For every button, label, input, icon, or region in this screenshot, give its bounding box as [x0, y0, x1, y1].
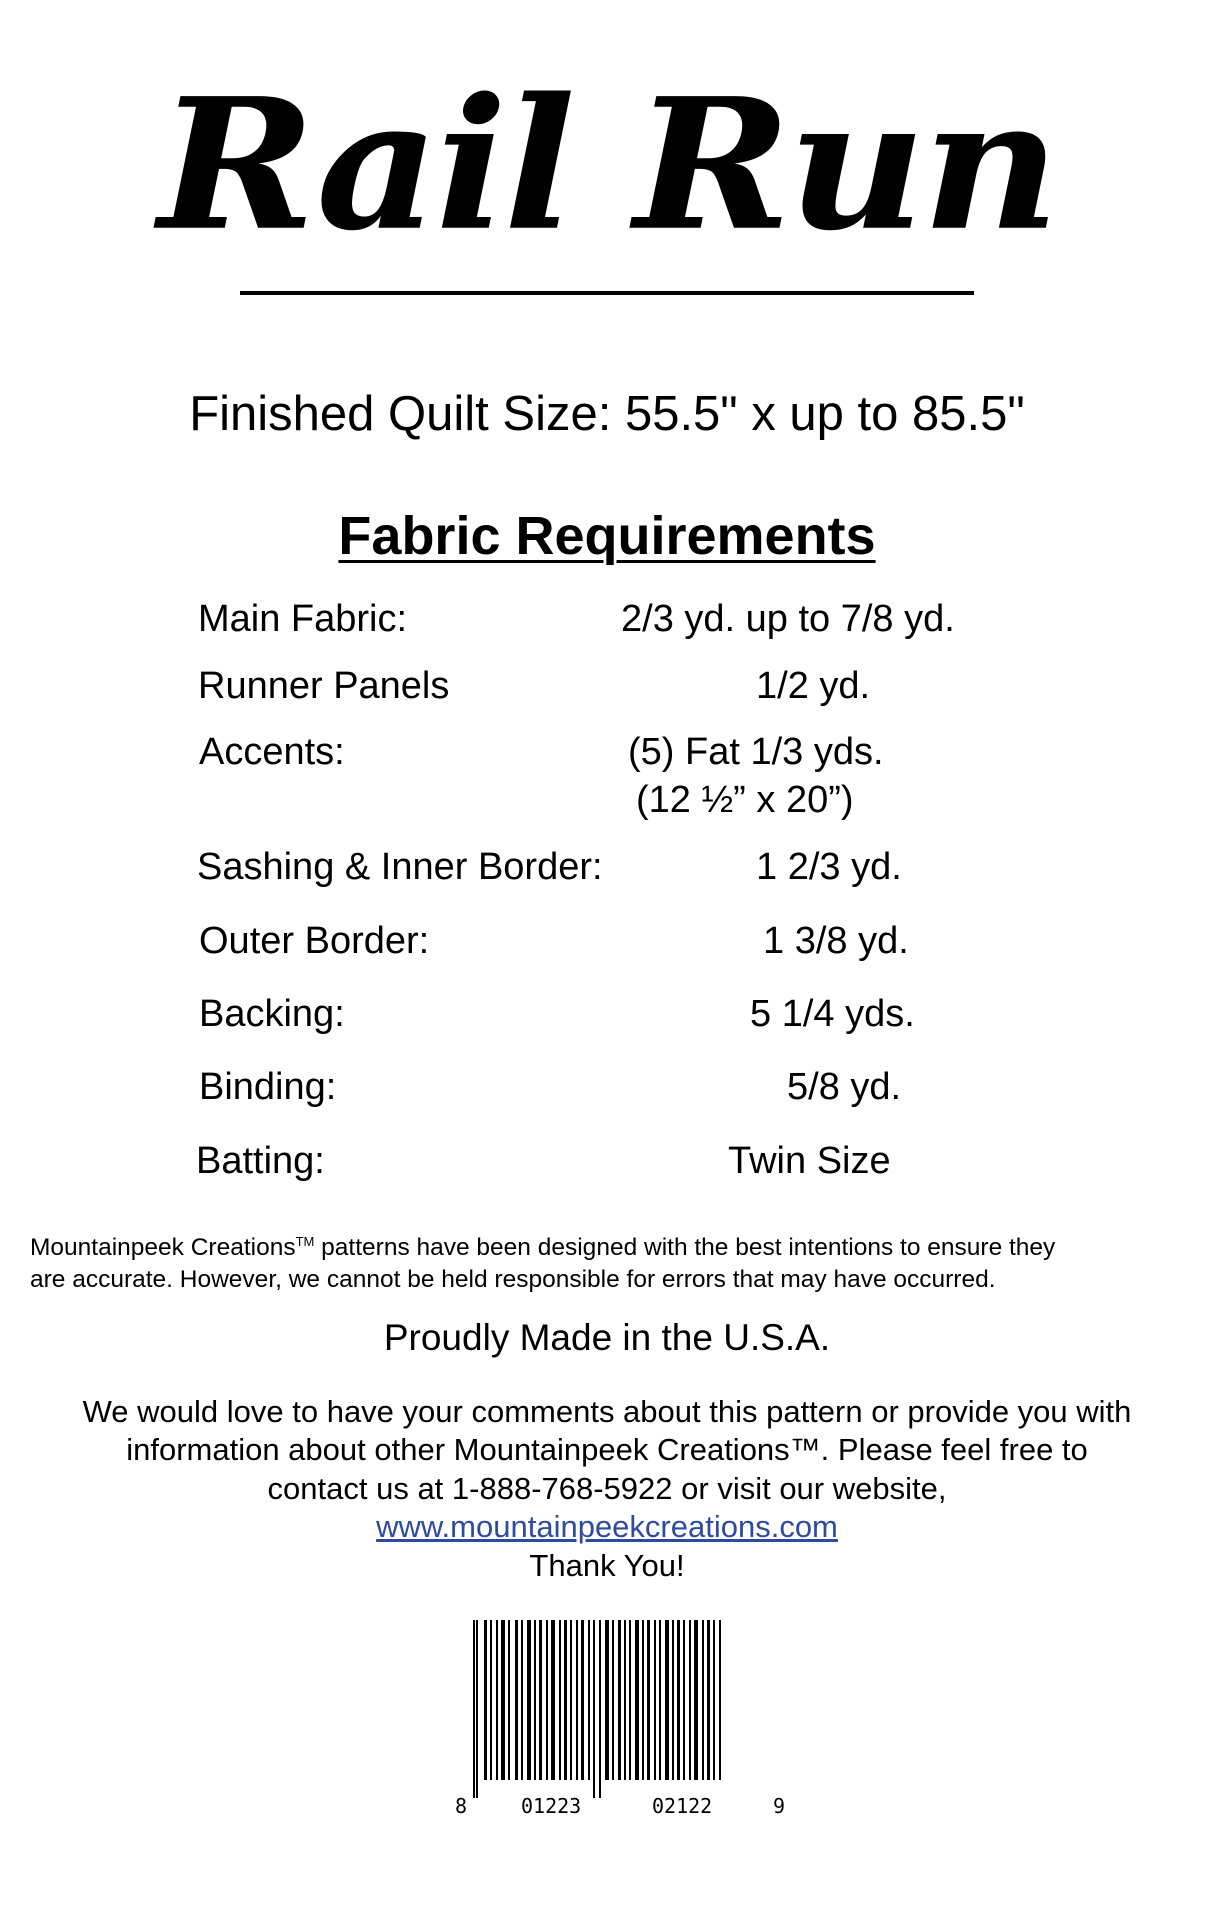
barcode-bar [484, 1620, 487, 1780]
requirement-value-backing: 5 1/4 yds. [750, 993, 915, 1035]
title-underline [240, 291, 974, 295]
requirement-label-batting: Batting: [196, 1140, 325, 1182]
requirement-value-main-fabric: 2/3 yd. up to 7/8 yd. [621, 598, 955, 640]
upc-barcode [455, 1620, 785, 1820]
requirement-value-accents: (5) Fat 1/3 yds. [628, 731, 884, 773]
barcode-bar [593, 1620, 595, 1798]
barcode-bar [702, 1620, 704, 1780]
trademark-mark: TM [295, 1233, 315, 1249]
requirement-value-outer-border: 1 3/8 yd. [763, 920, 909, 962]
barcode-bar [581, 1620, 584, 1780]
requirement-label-binding: Binding: [199, 1066, 337, 1108]
contact-line3: contact us at 1-888-768-5922 or visit our website, [267, 1470, 947, 1506]
requirement-label-sashing: Sashing & Inner Border: [197, 846, 603, 888]
barcode-bar [515, 1620, 518, 1780]
barcode-bar [476, 1620, 478, 1798]
contact-line2: information about other Mountainpeek Creations™. Please feel free to [126, 1432, 1088, 1468]
contact-block [20, 1393, 1194, 1585]
barcode-bar [521, 1620, 523, 1780]
disclaimer-line1: patterns have been designed with the best intentions to ensure they [314, 1234, 1056, 1261]
website-link[interactable]: www.mountainpeekcreations.com [376, 1509, 838, 1545]
requirement-label-accents: Accents: [199, 731, 345, 773]
requirement-value-sashing: 1 2/3 yd. [756, 846, 902, 888]
barcode-bar [527, 1620, 531, 1780]
barcode-bar [612, 1620, 614, 1780]
finished-quilt-size: Finished Quilt Size: 55.5" x up to 85.5" [189, 387, 1025, 441]
requirement-label-runner-panels: Runner Panels [198, 665, 450, 707]
barcode-bar [570, 1620, 572, 1780]
made-in-usa: Proudly Made in the U.S.A. [383, 1317, 831, 1358]
fabric-requirements-heading: Fabric Requirements [338, 506, 876, 566]
barcode-group-right: 02122 [652, 1794, 713, 1818]
barcode-bar [624, 1620, 626, 1780]
thank-you: Thank You! [529, 1547, 685, 1583]
disclaimer-brand: Mountainpeek Creations [30, 1234, 296, 1261]
barcode-bar [665, 1620, 669, 1780]
requirement-value-binding: 5/8 yd. [787, 1066, 902, 1108]
barcode-bars [473, 1620, 721, 1798]
requirement-value-accents-size: (12 ½” x 20”) [636, 779, 854, 821]
barcode-bar [647, 1620, 650, 1780]
barcode-bar [629, 1620, 631, 1780]
requirement-label-backing: Backing: [199, 993, 345, 1035]
pattern-title: Rail Run [157, 58, 1057, 271]
contact-line1: We would love to have your comments about this pattern or provide you with [82, 1394, 1132, 1429]
barcode-group-left: 01223 [521, 1794, 582, 1818]
barcode-bar [559, 1620, 561, 1780]
barcode-bar [564, 1620, 567, 1780]
requirement-label-main-fabric: Main Fabric: [198, 598, 408, 640]
barcode-bar [672, 1620, 674, 1780]
barcode-bar [508, 1620, 510, 1780]
barcode-bar [659, 1620, 661, 1780]
barcode-bar [618, 1620, 621, 1780]
barcode-bar [707, 1620, 710, 1780]
barcode-bar [677, 1620, 680, 1780]
requirement-value-batting: Twin Size [728, 1140, 891, 1182]
barcode-bar [599, 1620, 601, 1798]
disclaimer-line2: are accurate. However, we cannot be held responsible for errors that may have occurred. [30, 1265, 996, 1293]
barcode-digit-last: 9 [773, 1794, 785, 1818]
barcode-bar [588, 1620, 590, 1780]
barcode-bar [689, 1620, 691, 1780]
barcode-bar [713, 1620, 715, 1780]
barcode-bar [496, 1620, 498, 1780]
barcode-bar [490, 1620, 492, 1780]
barcode-bar [654, 1620, 656, 1780]
requirement-value-runner-panels: 1/2 yd. [756, 665, 871, 707]
barcode-bar [719, 1620, 721, 1780]
barcode-bar [642, 1620, 644, 1780]
disclaimer [30, 1232, 1190, 1296]
barcode-bar [694, 1620, 698, 1780]
requirement-label-outer-border: Outer Border: [199, 920, 430, 962]
barcode-bar [635, 1620, 639, 1780]
barcode-bar [501, 1620, 505, 1780]
barcode-bar [473, 1620, 475, 1798]
barcode-bar [605, 1620, 609, 1780]
barcode-bar [683, 1620, 685, 1780]
barcode-bar [546, 1620, 548, 1780]
barcode-bar [534, 1620, 536, 1780]
barcode-digit-first: 8 [455, 1794, 468, 1818]
barcode-bar [576, 1620, 578, 1780]
barcode-bar [539, 1620, 542, 1780]
barcode-bar [551, 1620, 555, 1780]
